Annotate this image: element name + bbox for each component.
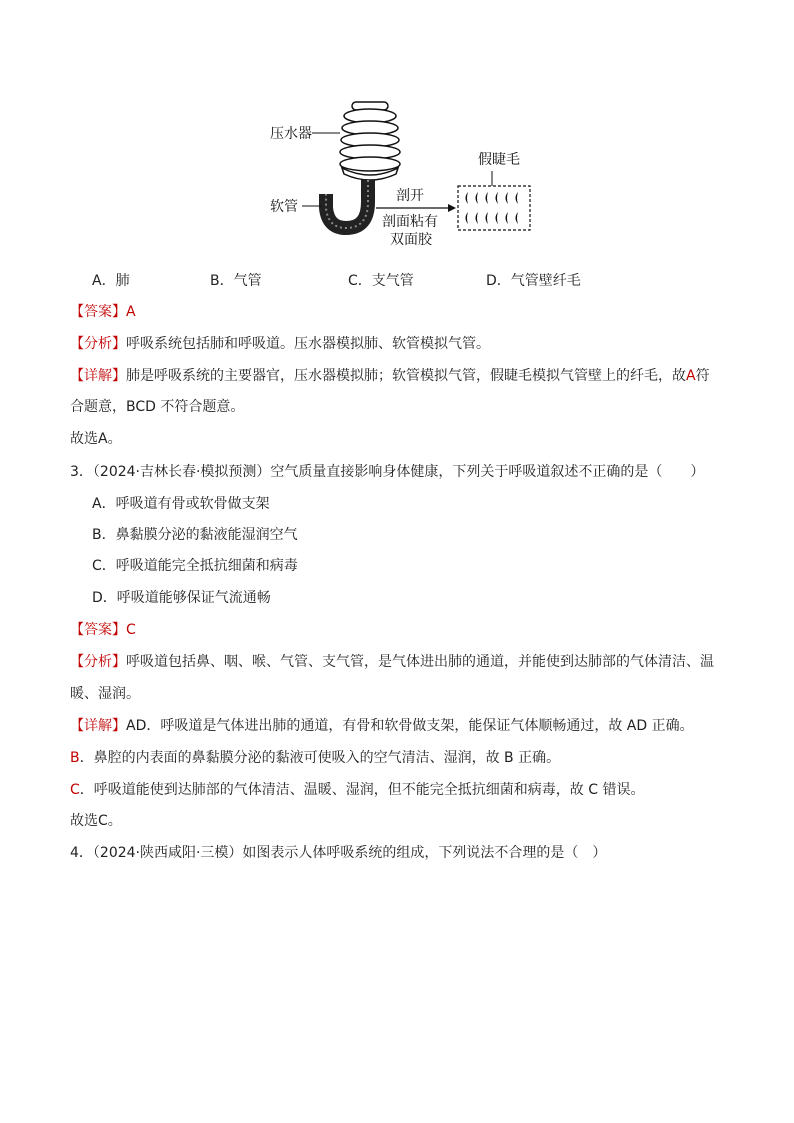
analysis-tag: 【分析】	[70, 336, 126, 352]
tube-icon	[326, 180, 368, 228]
q3-analysis-line-1	[70, 652, 714, 672]
q3-conclusion: 故选C。	[70, 813, 122, 829]
label-cut: 剖开	[396, 188, 424, 204]
q2-detail-line-1	[70, 366, 710, 386]
q3-answer-line	[70, 620, 136, 640]
q2-detail-text-1a: 肺是呼吸系统的主要器官，压水器模拟肺；软管模拟气管，假睫毛模拟气管壁上的纤毛，故	[126, 368, 686, 384]
q3-option-c: C．呼吸道能完全抵抗细菌和病毒	[92, 558, 298, 574]
q3-stem: 3．（2024·吉林长春·模拟预测）空气质量直接影响身体健康，下列关于呼吸道叙述不正确的是（ ）	[70, 464, 705, 480]
q3-analysis-text-1: 呼吸道包括鼻、咽、喉、气管、支气管，是气体进出肺的通道，并能使到达肺部的气体清洁、温	[126, 654, 714, 670]
q3-option-b: B．鼻黏膜分泌的黏液能湿润空气	[92, 527, 298, 543]
q2-option-b: B．气管	[210, 273, 262, 289]
label-glue-2: 双面胶	[390, 232, 432, 248]
q2-answer: A	[126, 304, 136, 320]
q2-detail-text-1b: A	[686, 368, 696, 384]
q2-detail-text-1c: 符	[695, 368, 710, 384]
q3-detail-text-2: ．鼻腔的内表面的鼻黏膜分泌的黏液可使吸入的空气清洁、湿润，故 B 正确。	[79, 750, 561, 766]
q2-option-c: C．支气管	[348, 273, 414, 289]
experiment-figure	[270, 96, 560, 256]
eyelash-box-icon	[458, 186, 530, 230]
q3-detail-line-1	[70, 716, 694, 736]
label-tube: 软管	[270, 199, 298, 215]
q2-option-d: D．气管壁纤毛	[486, 273, 581, 289]
q3-detail-letter-c: C	[70, 782, 80, 798]
q3-detail-line-3	[70, 780, 644, 800]
q2-analysis-line	[70, 334, 490, 354]
q3-answer: C	[126, 622, 136, 638]
q3-option-a: A．呼吸道有骨或软骨做支架	[92, 496, 270, 512]
q2-conclusion: 故选A。	[70, 431, 122, 447]
analysis-tag: 【分析】	[70, 654, 126, 670]
q4-stem: 4．（2024·陕西咸阳·三模）如图表示人体呼吸系统的组成，下列说法不合理的是（ ）	[70, 845, 607, 861]
answer-tag: 【答案】	[70, 304, 126, 320]
press-bellows-icon	[340, 102, 400, 180]
detail-tag: 【详解】	[70, 368, 126, 384]
detail-tag: 【详解】	[70, 718, 126, 734]
label-press: 压水器	[270, 126, 312, 142]
q2-option-a: A．肺	[92, 273, 130, 289]
label-glue-1: 剖面粘有	[382, 214, 438, 230]
q3-detail-line-2	[70, 748, 560, 768]
q2-detail-line-2: 合题意，BCD 不符合题意。	[70, 399, 245, 415]
q3-option-d: D．呼吸道能够保证气流通畅	[92, 590, 271, 606]
q3-detail-text-1: AD．呼吸道是气体进出肺的通道，有骨和软骨做支架，能保证气体顺畅通过，故 AD 正确。	[126, 718, 694, 734]
q3-analysis-line-2: 暖、湿润。	[70, 686, 140, 702]
q2-answer-line	[70, 302, 136, 322]
q2-analysis-text: 呼吸系统包括肺和呼吸道。压水器模拟肺、软管模拟气管。	[126, 336, 490, 352]
answer-tag: 【答案】	[70, 622, 126, 638]
label-lash: 假睫毛	[478, 152, 520, 168]
q3-detail-letter-b: B	[70, 750, 80, 766]
respiratory-model-diagram	[270, 96, 560, 256]
q3-detail-text-3: ．呼吸道能使到达肺部的气体清洁、温暖、湿润，但不能完全抵抗细菌和病毒，故 C 错误。	[79, 782, 645, 798]
